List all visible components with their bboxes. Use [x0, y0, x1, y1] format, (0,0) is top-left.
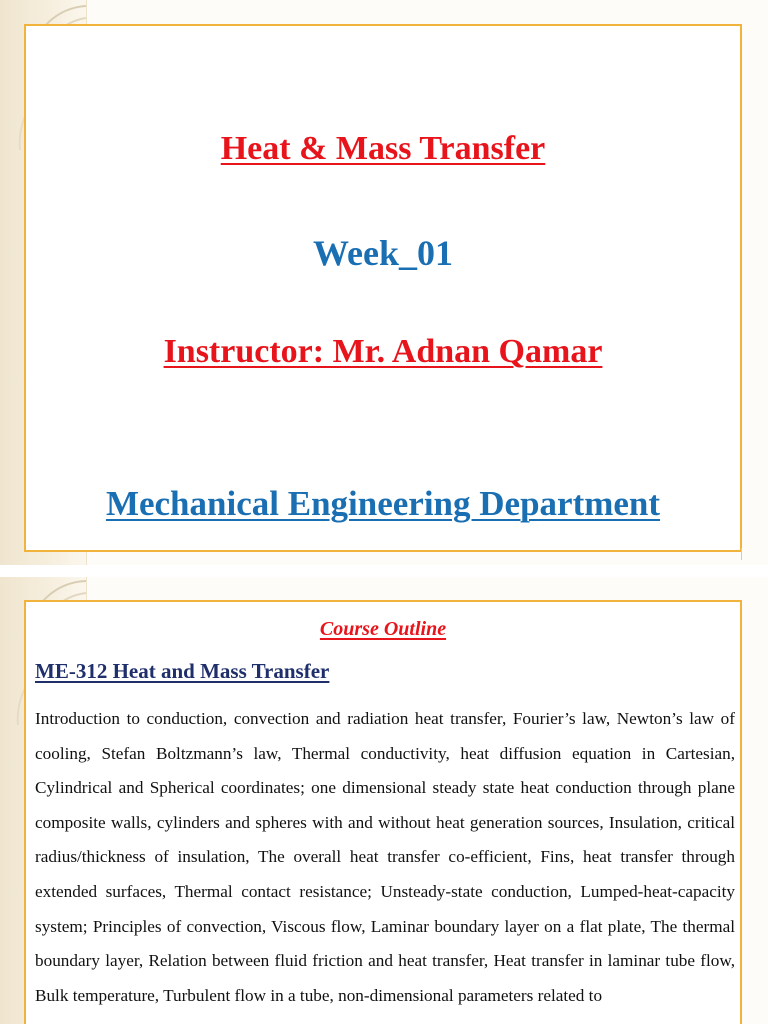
title-frame	[24, 24, 742, 552]
department-name: Mechanical Engineering Department	[105, 484, 661, 523]
outline-frame	[24, 600, 742, 1024]
outline-heading: Course Outline	[319, 618, 447, 640]
course-outline-slide	[0, 577, 768, 1024]
instructor-name: Instructor: Mr. Adnan Qamar	[163, 333, 603, 370]
slide-separator	[0, 565, 768, 577]
course-title: Heat & Mass Transfer	[220, 130, 546, 167]
week-label: Week_01	[313, 233, 453, 273]
course-code-title: ME-312 Heat and Mass Transfer	[35, 659, 330, 683]
course-description: Introduction to conduction, convection and radiation heat transfer, Fourier’s law, Newton’s law of cooling, Stefan Boltzmann’s law, Thermal conductivity, heat diffusion equation in Cartesian, Cylindrical and Spherical coordinates; one dimensional steady state heat conduction through plane composite walls, cylinders and spheres with and without heat generation sources, Insulation, critical radius/thickness of insulation, The overall heat transfer co-efficient, Fins, heat transfer through extended surfaces, Thermal contact resistance; Unsteady-state conduction, Lumped-heat-capacity system; Principles of convection, Viscous flow, Laminar boundary layer on a flat plate, The thermal boundary layer, Relation between fluid friction and heat transfer, Heat transfer in laminar tube flow, Bulk temperature, Turbulent flow in a tube, non-dimensional parameters related to	[35, 709, 735, 1005]
page-marker	[741, 548, 742, 560]
